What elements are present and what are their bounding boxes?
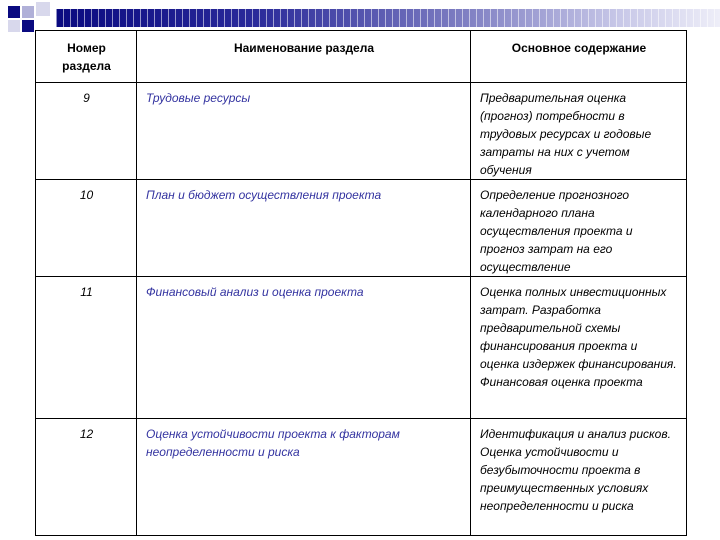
table-header-row	[36, 31, 687, 83]
row-name: План и бюджет осуществления проекта	[137, 180, 471, 277]
row-name: Оценка устойчивости проекта к факторам неопределенности и риска	[137, 419, 471, 536]
header-section-name: Наименование раздела	[137, 31, 471, 83]
decorative-header	[0, 0, 720, 32]
square-icon	[8, 20, 20, 32]
table-row	[36, 419, 687, 536]
row-number: 10	[36, 180, 137, 277]
table-row	[36, 83, 687, 180]
square-icon	[22, 20, 34, 32]
row-number: 9	[36, 83, 137, 180]
table-row	[36, 277, 687, 419]
header-main-content: Основное содержание	[471, 31, 687, 83]
header-section-number: Номер раздела	[36, 31, 137, 83]
square-icon	[36, 2, 50, 16]
sections-table	[35, 30, 687, 536]
square-icon	[22, 6, 34, 18]
row-number: 11	[36, 277, 137, 419]
row-number: 12	[36, 419, 137, 536]
table-row	[36, 180, 687, 277]
gradient-bar	[56, 9, 720, 27]
row-name: Финансовый анализ и оценка проекта	[137, 277, 471, 419]
square-icon	[8, 6, 20, 18]
row-content: Оценка полных инвестиционных затрат. Разработка предварительной схемы финансирования проекта и оценка издержек финансирования. Финансовая оценка проекта	[471, 277, 687, 419]
row-name: Трудовые ресурсы	[137, 83, 471, 180]
row-content: Определение прогнозного календарного плана осуществления проекта и прогноз затрат на его осуществление	[471, 180, 687, 277]
row-content: Идентификация и анализ рисков. Оценка устойчивости и безубыточности проекта в преимущественных условиях неопределенности и риска	[471, 419, 687, 536]
row-content: Предварительная оценка (прогноз) потребности в трудовых ресурсах и годовые затраты на них с учетом обучения	[471, 83, 687, 180]
